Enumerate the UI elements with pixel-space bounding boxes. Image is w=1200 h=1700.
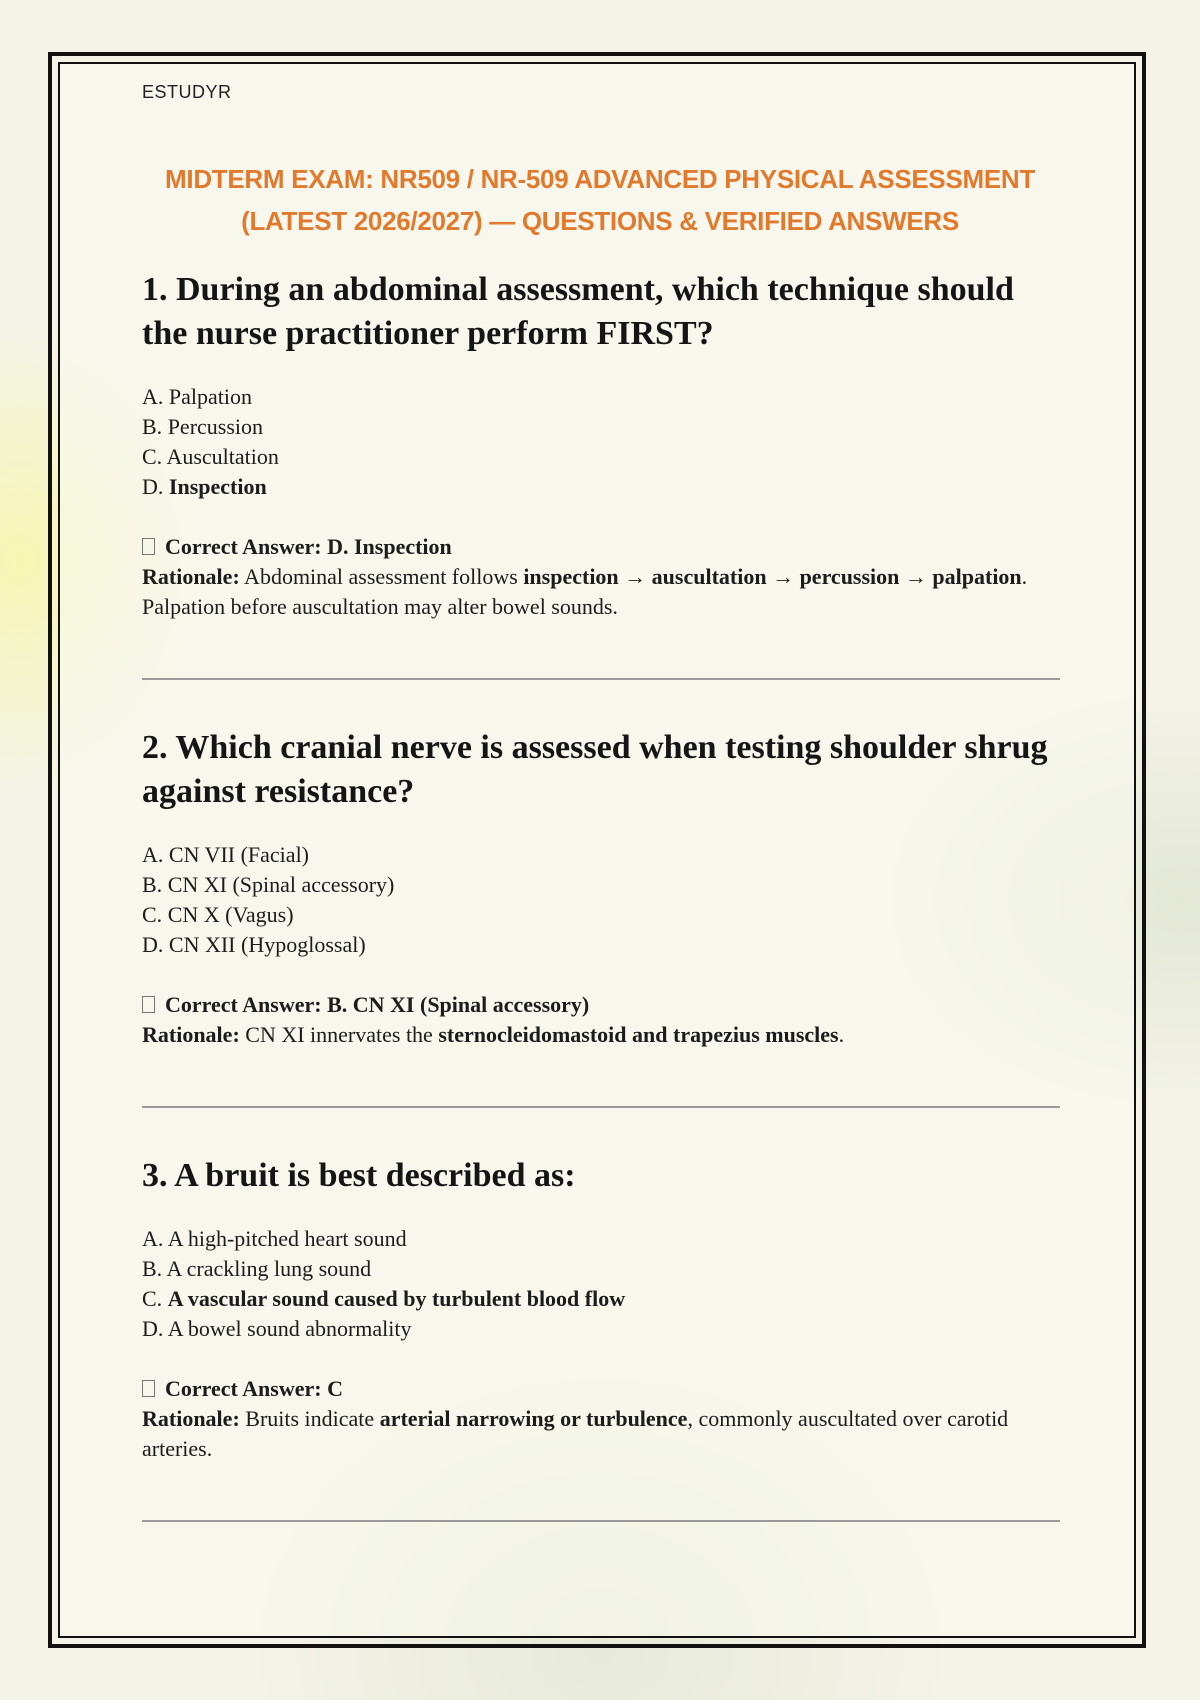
option-item [142,1314,1062,1344]
option-item [142,870,1062,900]
rationale-label: Rationale: [142,1022,240,1047]
question-1 [142,268,1062,680]
option-letter: B. [142,872,168,897]
correct-answer-text: Correct Answer: D. Inspection [165,534,452,559]
question-1-answer [142,532,1062,562]
question-1-options [142,382,1062,502]
option-item-correct [142,472,1062,502]
option-letter: C. [142,902,168,927]
option-letter: B. [142,414,168,439]
option-item [142,840,1062,870]
question-3-prompt: 3. A bruit is best described as: [142,1157,576,1194]
question-3-rationale [142,1404,1062,1464]
checkbox-icon [142,538,155,555]
question-1-rationale [142,562,1062,622]
option-letter: B. [142,1256,167,1281]
section-divider [142,1520,1060,1522]
question-1-prompt: 1. During an abdominal assessment, which technique should the nurse practitioner perform FIRST? [142,271,1014,352]
question-2-answer [142,990,1062,1020]
question-2-prompt: 2. Which cranial nerve is assessed when testing shoulder shrug against resistance? [142,729,1048,810]
rationale-text: Bruits indicate [239,1406,380,1431]
option-item [142,900,1062,930]
brand-label: ESTUDYR [142,82,232,102]
question-2-options [142,840,1062,960]
option-text: A vascular sound caused by turbulent blood flow [167,1286,626,1311]
rationale-text: Abdominal assessment follows [239,564,524,589]
option-item-correct [142,1284,1062,1314]
option-text: A crackling lung sound [166,1256,372,1281]
option-item [142,382,1062,412]
document-title [120,158,1080,242]
rationale-emphasis: inspection → auscultation → percussion → palpation [523,564,1022,589]
option-text: CN XI (Spinal accessory) [167,872,395,897]
checkbox-icon [142,996,155,1013]
option-text: Palpation [168,384,252,409]
option-letter: A. [142,384,169,409]
correct-answer-text: Correct Answer: C [165,1376,343,1401]
option-item [142,930,1062,960]
correct-answer-text: Correct Answer: B. CN XI (Spinal accessory) [165,992,590,1017]
option-letter: C. [142,444,167,469]
checkbox-icon [142,1380,155,1397]
document-title-line-2: (LATEST 2026/2027) — QUESTIONS & VERIFIED ANSWERS [241,206,959,236]
question-3-options [142,1224,1062,1344]
option-letter: A. [142,1226,168,1251]
option-item [142,412,1062,442]
option-text: Percussion [167,414,264,439]
rationale-emphasis: sternocleidomastoid and trapezius muscles [438,1022,839,1047]
option-text: CN X (Vagus) [167,902,294,927]
rationale-label: Rationale: [142,564,240,589]
question-2 [142,726,1062,1108]
option-text: Auscultation [166,444,279,469]
rationale-text: . [838,1022,845,1047]
section-divider [142,1106,1060,1108]
question-3 [142,1154,1062,1522]
question-list [142,268,1062,1522]
option-letter: D. [142,1316,168,1341]
document-title-line-1: MIDTERM EXAM: NR509 / NR-509 ADVANCED PHYSICAL ASSESSMENT [165,164,1035,194]
option-letter: C. [142,1286,168,1311]
option-item [142,1224,1062,1254]
option-item [142,1254,1062,1284]
option-text: A bowel sound abnormality [167,1316,412,1341]
question-3-answer [142,1374,1062,1404]
option-item [142,442,1062,472]
option-text: CN VII (Facial) [168,842,310,867]
rationale-text: . Palpation before auscultation may alter bowel sounds. [142,564,1028,619]
rationale-text: CN XI innervates the [239,1022,439,1047]
option-letter: D. [142,474,169,499]
option-letter: A. [142,842,169,867]
option-letter: D. [142,932,169,957]
section-divider [142,678,1060,680]
option-text: CN XII (Hypoglossal) [168,932,366,957]
question-2-rationale [142,1020,1062,1050]
option-text: Inspection [168,474,267,499]
option-text: A high-pitched heart sound [167,1226,407,1251]
rationale-label: Rationale: [142,1406,240,1431]
rationale-emphasis: arterial narrowing or turbulence [379,1406,688,1431]
rationale-text: , commonly auscultated over carotid arteries. [142,1406,1009,1461]
